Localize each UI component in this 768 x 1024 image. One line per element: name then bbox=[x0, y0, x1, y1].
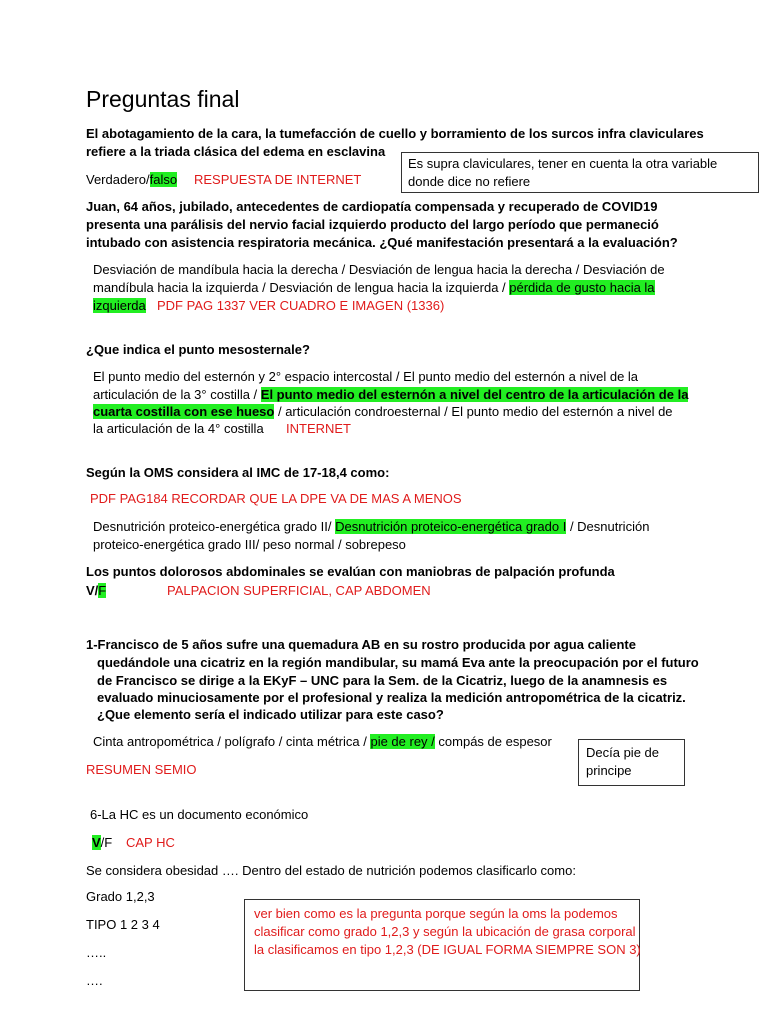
answer-highlight: F bbox=[98, 583, 107, 598]
page-title: Preguntas final bbox=[86, 86, 240, 112]
question-6-line-1: 1-Francisco de 5 años sufre una quemadura AB en su rostro producida por agua caliente bbox=[86, 637, 636, 652]
options-text: Cinta antropométrica / polígrafo / cinta métrica / bbox=[93, 734, 371, 749]
question-2-line-2: presenta una parálisis del nervio facial izquierdo producto del largo período que permaneció bbox=[86, 217, 659, 232]
question-1-line-2: refiere a la triada clásica del edema en esclavina bbox=[86, 144, 386, 159]
question-6-line-3: de Francisco se dirige a la EKyF – UNC para la Sem. de la Cicatriz, luego de la anamnesis es bbox=[97, 673, 668, 688]
question-6-options bbox=[93, 733, 552, 751]
comment-line: donde dice no refiere bbox=[408, 174, 531, 189]
answer-highlight: pérdida de gusto hacia la bbox=[509, 280, 655, 295]
answer-highlight: Desnutrición proteico-energética grado I bbox=[335, 519, 567, 534]
comment-line: Es supra claviculares, tener en cuenta la otra variable bbox=[408, 156, 718, 171]
question-2-options-line-2 bbox=[93, 279, 655, 297]
answer-highlight: cuarta costilla con ese hueso bbox=[93, 404, 275, 419]
options-text: / articulación condroesternal / El punto medio del esternón a nivel de bbox=[274, 404, 673, 419]
question-6-line-4: evaluado minuciosamente por el profesional y realiza la medición antropométrica de la cicatriz. bbox=[97, 690, 686, 705]
question-3-options-line-2 bbox=[93, 386, 688, 404]
question-3-text: ¿Que indica el punto mesosternale? bbox=[86, 342, 310, 357]
options-text: / Desnutrición bbox=[566, 519, 650, 534]
question-8-option: …. bbox=[86, 973, 103, 988]
comment-line: Decía pie de bbox=[586, 745, 659, 760]
question-3-options-line-1: El punto medio del esternón y 2° espacio intercostal / El punto medio del esternón a nivel de la bbox=[93, 369, 639, 384]
answer-highlight: pie de rey / bbox=[370, 734, 435, 749]
question-2-options-line-3 bbox=[93, 297, 146, 315]
question-8-option: TIPO 1 2 3 4 bbox=[86, 917, 160, 932]
question-5-note: PALPACION SUPERFICIAL, CAP ABDOMEN bbox=[167, 583, 431, 598]
question-3-options-line-4: la articulación de la 4° costilla bbox=[93, 421, 264, 436]
question-7-text: 6-La HC es un documento económico bbox=[90, 807, 309, 822]
question-8-option: ….. bbox=[86, 945, 107, 960]
question-8-option: Grado 1,2,3 bbox=[86, 889, 155, 904]
comment-box-3 bbox=[244, 899, 640, 991]
question-7-note: CAP HC bbox=[126, 835, 175, 850]
question-5-answer bbox=[86, 582, 106, 600]
question-2-options-line-1: Desviación de mandíbula hacia la derecha / Desviación de lengua hacia la derecha / Desviación de bbox=[93, 262, 665, 277]
answer-prefix: Verdadero/ bbox=[86, 172, 150, 187]
question-4-options-line-1 bbox=[93, 518, 649, 536]
comment-line: principe bbox=[586, 763, 632, 778]
answer-highlight: falso bbox=[149, 172, 178, 187]
comment-box-1 bbox=[401, 152, 759, 193]
question-4-note: PDF PAG184 RECORDAR QUE LA DPE VA DE MAS A MENOS bbox=[90, 491, 462, 506]
question-1-note: RESPUESTA DE INTERNET bbox=[194, 172, 362, 187]
answer-highlight: V bbox=[92, 835, 101, 850]
question-3-options-line-3 bbox=[93, 403, 673, 421]
question-2-line-1: Juan, 64 años, jubilado, antecedentes de cardiopatía compensada y recuperado de COVID19 bbox=[86, 199, 658, 214]
question-6-line-5: ¿Que elemento sería el indicado utilizar para este caso? bbox=[97, 707, 444, 722]
answer-suffix: /F bbox=[100, 835, 113, 850]
answer-highlight: El punto medio del esternón a nivel del centro de la articulación de la bbox=[260, 387, 689, 402]
question-1-answer bbox=[86, 171, 177, 189]
question-8-text: Se considera obesidad …. Dentro del estado de nutrición podemos clasificarlo como: bbox=[86, 863, 576, 878]
question-6-note: RESUMEN SEMIO bbox=[86, 762, 197, 777]
question-7-answer bbox=[92, 834, 112, 852]
answer-highlight: izquierda bbox=[93, 298, 146, 313]
comment-line: ver bien como es la pregunta porque según la oms la podemos bbox=[254, 906, 618, 921]
options-text: Desnutrición proteico-energética grado II/ bbox=[93, 519, 336, 534]
options-text: articulación de la 3° costilla / bbox=[93, 387, 261, 402]
question-6-line-2: quedándole una cicatriz en la región mandibular, su mamá Eva ante la preocupación por el futuro bbox=[97, 655, 699, 670]
question-4-text: Según la OMS considera al IMC de 17-18,4 como: bbox=[86, 465, 390, 480]
options-text: compás de espesor bbox=[434, 734, 552, 749]
comment-line: la clasificamos en tipo 1,2,3 (DE IGUAL FORMA SIEMPRE SON 3) bbox=[254, 942, 641, 957]
options-text: mandíbula hacia la izquierda / Desviación de lengua hacia la izquierda / bbox=[93, 280, 510, 295]
answer-prefix: V/ bbox=[86, 583, 99, 598]
question-2-line-3: intubado con asistencia respiratoria mecánica. ¿Qué manifestación presentará a la evaluación? bbox=[86, 235, 678, 250]
comment-box-2 bbox=[578, 739, 685, 786]
question-3-note: INTERNET bbox=[286, 421, 351, 436]
question-5-text: Los puntos dolorosos abdominales se evalúan con maniobras de palpación profunda bbox=[86, 564, 615, 579]
question-2-note: PDF PAG 1337 VER CUADRO E IMAGEN (1336) bbox=[157, 298, 445, 313]
question-1-line-1: El abotagamiento de la cara, la tumefacción de cuello y borramiento de los surcos infra claviculares bbox=[86, 126, 704, 141]
question-4-options-line-2: proteico-energética grado III/ peso normal / sobrepeso bbox=[93, 537, 406, 552]
comment-line: clasificar como grado 1,2,3 y según la ubicación de grasa corporal bbox=[254, 924, 636, 939]
